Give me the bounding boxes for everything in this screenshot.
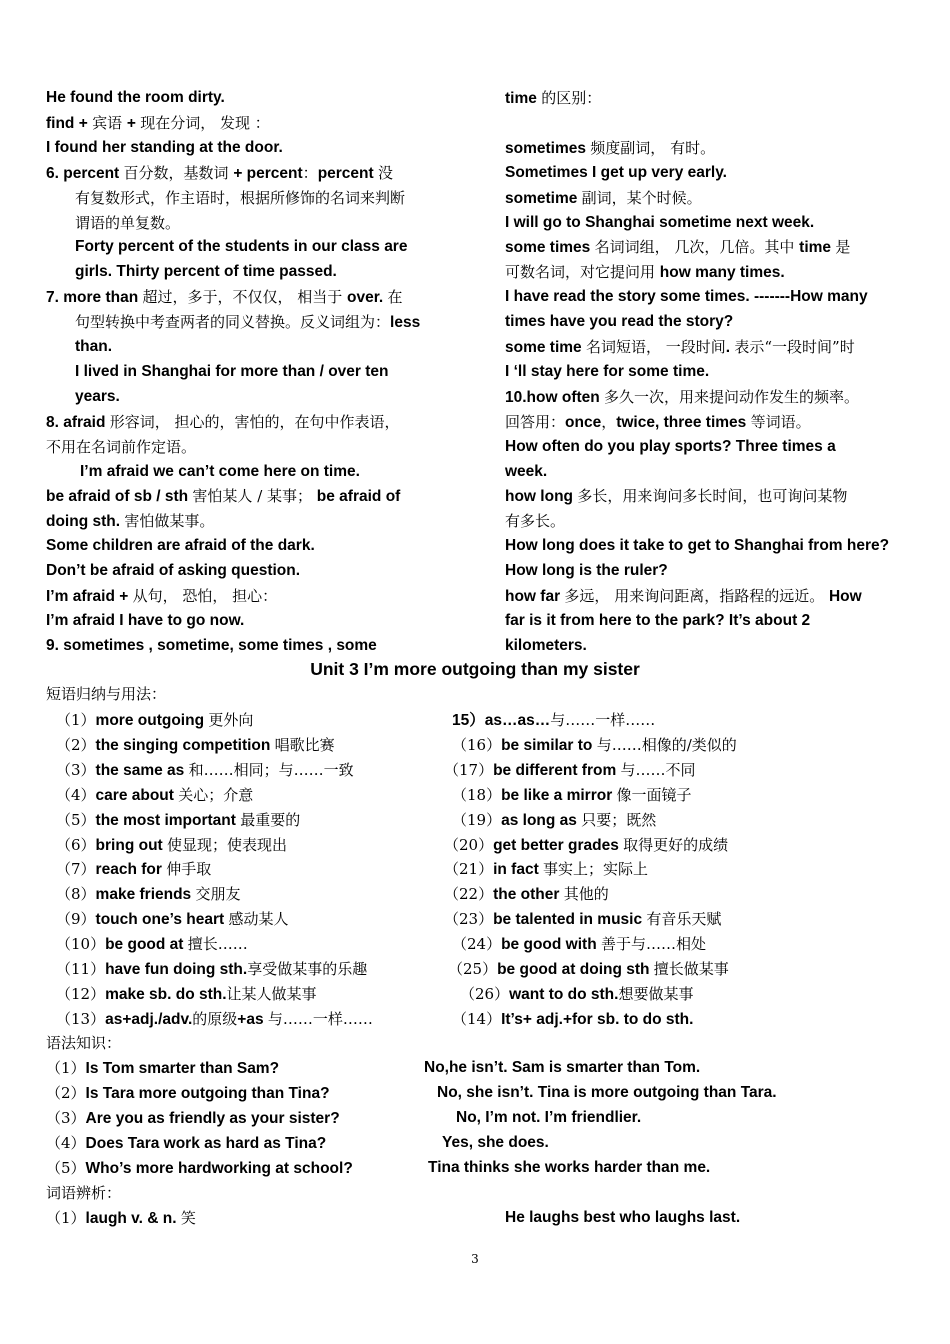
left-column-line-seg: less <box>390 314 421 332</box>
phrase-item <box>452 1009 693 1030</box>
grammar-question <box>46 1083 330 1104</box>
right-column-line <box>505 262 785 283</box>
phrase-item <box>56 909 288 930</box>
right-column-line-seg: how long <box>505 488 578 506</box>
phrase-item-seg: the most important <box>95 811 241 829</box>
phrase-item <box>56 859 211 880</box>
phrase-item <box>56 959 367 980</box>
phrase-item-seg: 与……不同 <box>620 760 696 779</box>
phrase-item-seg: be different from <box>493 761 621 779</box>
left-column-line <box>46 611 244 631</box>
phrase-item <box>444 760 696 781</box>
grammar-question-seg: Are you as friendly as your sister? <box>85 1109 340 1127</box>
right-column-line <box>505 412 811 433</box>
left-column-line <box>46 561 300 581</box>
right-column-line-seg: 是 <box>835 238 851 257</box>
left-column-line-seg: 谓语的单复数。 <box>75 213 181 232</box>
left-column-line-seg: 超过，多于，不仅仅， 相当于 <box>142 288 348 307</box>
left-column-line-seg: 形容词， 担心的，害怕的，在句中作表语， <box>109 412 400 431</box>
phrase-item-seg: （14） <box>452 1009 502 1028</box>
right-column-line-seg: Sometimes I get up very early. <box>505 163 727 181</box>
phrase-item <box>444 884 609 905</box>
right-column-line-seg: time <box>799 239 836 257</box>
grammar-question-seg: Does Tara work as hard as Tina? <box>85 1134 327 1152</box>
phrase-item <box>444 859 648 880</box>
grammar-question-seg: （3） <box>46 1108 86 1127</box>
right-column-line-seg: I ‘ll stay here for some time. <box>505 362 710 380</box>
phrase-item-seg: 享受做某事的乐趣 <box>247 960 368 978</box>
page-number: 3 <box>471 1252 479 1266</box>
grammar-answer: Yes, she does. <box>442 1133 549 1151</box>
phrase-item-seg: in fact <box>493 861 544 879</box>
phrase-item-seg: as long as <box>501 811 582 829</box>
right-column-line-seg: 频度副词， 有时。 <box>590 138 716 157</box>
left-column-line <box>75 237 407 257</box>
right-column-line <box>505 213 814 233</box>
phrase-item-seg: be like a mirror <box>501 786 617 804</box>
left-column-line-seg: 6. percent <box>46 164 124 182</box>
right-column-line-seg: 可数名词，对它提问用 <box>505 263 660 282</box>
right-column-line-seg: 多长，用来询问多长时间，也可询问某物 <box>577 487 848 506</box>
phrase-item-seg: It’s+ adj.+for sb. to do sth. <box>501 1010 694 1028</box>
left-column-line <box>75 387 120 407</box>
right-column-line-seg: some times <box>505 239 595 257</box>
vocab-heading: 词语辨析： <box>46 1184 122 1202</box>
phrase-item <box>56 785 253 806</box>
grammar-question <box>46 1058 279 1079</box>
left-column-line <box>46 636 377 656</box>
right-column-line <box>505 362 709 382</box>
right-column-line-seg: How <box>828 588 862 605</box>
grammar-answer: No,he isn’t. Sam is smarter than Tom. <box>424 1059 701 1076</box>
left-column-line-seg: 现在分词， 发现 ： <box>140 113 270 132</box>
grammar-answer: No, I’m not. I’m friendlier. <box>456 1108 642 1126</box>
right-column-line-seg: how far <box>505 588 565 605</box>
phrase-item-seg: reach for <box>95 861 167 879</box>
phrase-item-seg: 关心；介意 <box>178 785 254 804</box>
phrase-item-seg: 伸手取 <box>166 860 212 879</box>
phrase-item-seg: the other <box>493 886 564 904</box>
phrase-item-seg: 唱歌比赛 <box>274 735 335 754</box>
right-column-line-seg: once <box>565 413 602 431</box>
left-column-line <box>75 312 420 333</box>
phrase-item-seg: 有音乐天赋 <box>646 910 722 929</box>
phrase-item <box>444 835 728 856</box>
phrase-item-seg: the singing competition <box>95 736 275 754</box>
left-column-line <box>75 213 180 234</box>
left-column-line <box>46 163 393 184</box>
left-column-line-seg: than. <box>75 338 113 355</box>
right-column-line-seg: 表示“一段时间”时 <box>734 338 855 356</box>
left-column-line-seg: 不用在名词前作定语。 <box>46 437 197 456</box>
phrase-item-seg: +as <box>237 1010 268 1028</box>
right-column-line-seg: week. <box>505 462 548 480</box>
phrase-item-seg: want to do sth. <box>509 985 619 1003</box>
right-column-line <box>505 88 601 109</box>
unit-title: Unit 3 I’m more outgoing than my sister <box>310 659 640 679</box>
phrase-item <box>56 760 354 781</box>
phrase-item-seg: bring out <box>95 836 167 854</box>
grammar-question-seg: Who’s more hardworking at school? <box>85 1159 353 1177</box>
phrase-item-seg: as+adj./adv. <box>105 1010 193 1028</box>
right-column-line-seg: 的区别： <box>541 89 602 107</box>
right-column-line-seg: . <box>725 339 735 356</box>
phrase-item-seg: （21） <box>444 860 494 879</box>
right-column-line-seg: 名词词组， 几次，几倍。其中 <box>594 238 800 257</box>
phrase-item <box>444 909 721 930</box>
grammar-question-seg: Is Tom smarter than Sam? <box>85 1060 280 1077</box>
right-column-line-seg: times have you read the story? <box>505 313 734 331</box>
left-column-line-seg: years. <box>75 387 120 405</box>
phrase-item-seg: 善于与……相处 <box>600 935 706 954</box>
right-column-line <box>505 561 668 581</box>
left-column-line-seg: ： <box>302 163 318 182</box>
left-column-line <box>46 437 196 458</box>
right-column-line-seg: far is it from here to the park? It’s about 2 <box>505 611 811 629</box>
phrase-item <box>452 735 737 756</box>
left-column-line <box>80 462 360 482</box>
left-column-line-seg: 句型转换中考查两者的同义替换。反义词组为： <box>75 313 391 332</box>
phrase-item-seg: （16） <box>452 735 502 754</box>
phrase-item-seg: （5） <box>56 810 96 829</box>
phrase-item <box>56 934 248 955</box>
left-column-line-seg: 在 <box>387 288 403 307</box>
vocab-term-seg: 笑 <box>180 1209 196 1227</box>
right-column-line-seg: 10.how often <box>505 388 605 406</box>
phrase-item-seg: make friends <box>95 886 196 904</box>
phrase-item-seg: make sb. do sth. <box>105 985 227 1003</box>
right-column-line-seg: sometime <box>505 189 582 207</box>
vocab-example: He laughs best who laughs last. <box>505 1209 741 1226</box>
phrase-item <box>452 785 692 806</box>
phrase-item-seg: 感动某人 <box>228 910 289 929</box>
right-column-line-seg: 有多长。 <box>505 512 566 531</box>
right-column-line-seg: 多远， 用来询问距离，指路程的远近。 <box>564 587 829 605</box>
right-column-line-seg: kilometers. <box>505 636 587 654</box>
grammar-question-seg: （5） <box>46 1158 86 1177</box>
left-column-line-seg: + percent <box>233 164 303 182</box>
phrase-item-seg: （4） <box>56 785 96 804</box>
phrase-item-seg: （3） <box>56 760 96 779</box>
phrase-item-seg: 事实上；实际上 <box>543 860 649 879</box>
left-column-line-seg: be afraid of sb / sth <box>46 488 193 506</box>
left-column-line <box>46 536 315 556</box>
left-column-line <box>46 287 403 308</box>
phrase-item <box>452 810 656 831</box>
right-column-line-seg: how many times. <box>659 264 785 282</box>
left-column-line-seg: percent <box>317 164 378 182</box>
left-column-line <box>75 188 405 209</box>
right-column-line <box>505 611 810 631</box>
left-column-line-seg: girls. Thirty percent of time passed. <box>75 263 337 281</box>
phrase-item-seg: （20） <box>444 835 494 854</box>
grammar-answer: No, she isn’t. Tina is more outgoing than Tara. <box>437 1083 777 1101</box>
right-column-line-seg: 副词，某个时候。 <box>581 188 702 207</box>
phrase-item-seg: 与……一样…… <box>267 1009 373 1028</box>
phrase-item <box>56 884 241 905</box>
phrase-item-seg: 取得更好的成绩 <box>623 835 729 854</box>
right-column-line-seg: I will go to Shanghai sometime next week. <box>505 213 815 231</box>
phrases-heading: 短语归纳与用法： <box>46 685 167 703</box>
phrase-item <box>56 710 253 731</box>
right-column-line <box>505 486 847 507</box>
left-column-line-seg: over. <box>347 289 388 307</box>
phrase-item <box>56 1009 373 1030</box>
phrase-item-seg: 更外向 <box>208 711 254 729</box>
phrase-item-seg: （6） <box>56 835 96 854</box>
phrase-item-seg: more outgoing <box>95 712 209 729</box>
phrase-item <box>452 710 655 731</box>
left-column-line-seg: Forty percent of the students in our class are <box>75 238 408 256</box>
phrase-item-seg: touch one’s heart <box>95 911 229 929</box>
phrase-item-seg: be good at doing sth <box>497 961 654 978</box>
left-column-line-seg: find + <box>46 114 93 132</box>
right-column-line <box>505 237 850 258</box>
right-column-line-seg: How long does it take to get to Shanghai from here? <box>505 537 890 555</box>
phrase-item-seg: 其他的 <box>563 885 609 904</box>
left-column-line-seg: 宾语 <box>92 113 127 132</box>
left-column-line-seg: 8. afraid <box>46 413 110 431</box>
right-column-line <box>505 138 715 159</box>
right-column-line <box>505 437 836 457</box>
grammar-question <box>46 1158 353 1179</box>
phrase-item-seg: （22） <box>444 885 494 904</box>
left-column-line-seg: doing sth. <box>46 513 125 531</box>
left-column-line-seg: I’m afraid + <box>46 588 133 605</box>
phrase-item-seg: （13） <box>56 1009 106 1028</box>
phrase-item-seg: 像一面镜子 <box>616 785 692 804</box>
phrase-item-seg: be similar to <box>501 736 597 754</box>
phrase-item <box>460 984 693 1005</box>
right-column-line <box>505 163 727 183</box>
vocab-term-seg: laugh v. & n. <box>85 1210 181 1227</box>
left-column-line-seg: I found her standing at the door. <box>46 138 283 156</box>
phrase-item <box>56 735 335 756</box>
left-column-line-seg: + <box>126 114 141 132</box>
phrase-item-seg: （24） <box>452 935 502 954</box>
phrase-item-seg: （7） <box>56 860 96 879</box>
right-column-line <box>505 387 859 408</box>
phrase-item <box>56 835 287 856</box>
phrase-item-seg: （11） <box>56 960 106 978</box>
phrase-item-seg: 让某人做某事 <box>226 984 317 1003</box>
vocab-term <box>46 1208 196 1229</box>
grammar-question-seg: （4） <box>46 1133 86 1152</box>
right-column-line <box>505 511 565 532</box>
phrase-item-seg: 和……相同；与……一致 <box>188 760 354 779</box>
left-column-line-seg: 没 <box>378 163 394 182</box>
right-column-line-seg: I have read the story some times. -------How many <box>505 288 868 306</box>
right-column-line-seg: sometimes <box>505 139 591 157</box>
right-column-line-seg: 多久一次，用来提问动作发生的频率。 <box>604 387 860 406</box>
right-column-line-seg: time <box>505 90 542 107</box>
phrase-item-seg: care about <box>95 786 179 804</box>
vocab-term-seg: （1） <box>46 1209 86 1227</box>
right-column-line-seg: 回答用： <box>505 412 566 431</box>
phrase-item-seg: 擅长…… <box>187 935 248 954</box>
left-column-line <box>46 138 283 158</box>
left-column-line-seg: 百分数，基数词 <box>123 163 234 182</box>
phrase-item-seg: 擅长做某事 <box>653 960 729 978</box>
phrase-item <box>56 984 317 1005</box>
phrase-item-seg: 想要做某事 <box>618 984 694 1003</box>
left-column-line-seg: be afraid of <box>316 488 401 506</box>
phrase-item-seg: （18） <box>452 785 502 804</box>
left-column-line-seg: 有复数形式，作主语时，根据所修饰的名词来判断 <box>75 188 406 207</box>
grammar-heading: 语法知识： <box>46 1034 122 1052</box>
left-column-line <box>75 362 389 382</box>
phrase-item-seg: have fun doing sth. <box>105 961 248 978</box>
left-column-line <box>46 412 400 433</box>
phrase-item-seg: （25） <box>448 960 498 978</box>
phrase-item-seg: 与……相像的/类似的 <box>596 735 737 754</box>
phrase-item <box>448 959 729 980</box>
grammar-answer: Tina thinks she works harder than me. <box>428 1158 711 1176</box>
grammar-question-seg: （2） <box>46 1083 86 1102</box>
right-column-line-seg: How often do you play sports? Three times a <box>505 437 836 455</box>
phrase-item-seg: the same as <box>95 761 189 779</box>
phrase-item-seg: （10） <box>56 935 106 954</box>
left-column-line-seg: 7. more than <box>46 289 143 307</box>
left-column-line <box>75 337 112 357</box>
right-column-line-seg: some time <box>505 339 586 356</box>
left-column-line <box>46 511 214 532</box>
right-column-line <box>505 337 855 358</box>
phrase-item-seg: （1） <box>56 711 96 729</box>
right-column-line-seg: How long is the ruler? <box>505 562 668 580</box>
left-column-line-seg: I lived in Shanghai for more than / over ten <box>75 362 389 380</box>
grammar-question <box>46 1108 340 1129</box>
phrase-item-seg: （17） <box>444 760 494 779</box>
phrase-item-seg: （8） <box>56 885 96 904</box>
right-column-line <box>505 312 733 332</box>
phrase-item-seg: be good with <box>501 936 601 954</box>
grammar-question-seg: （1） <box>46 1059 86 1077</box>
phrase-item-seg: 交朋友 <box>195 885 241 904</box>
left-column-line <box>46 88 225 108</box>
grammar-question <box>46 1133 326 1154</box>
phrase-item-seg: be good at <box>105 936 188 954</box>
phrase-item-seg: 只要；既然 <box>581 810 657 829</box>
phrase-item-seg: 使显现；使表现出 <box>167 835 288 854</box>
phrase-item-seg: 与……一样…… <box>550 711 656 729</box>
left-column-line-seg: 从句， 恐怕， 担心： <box>132 587 278 605</box>
phrase-item-seg: （23） <box>444 910 494 929</box>
left-column-line <box>46 113 270 134</box>
left-column-line-seg: He found the room dirty. <box>46 89 225 106</box>
left-column-line-seg: Some children are afraid of the dark. <box>46 537 315 555</box>
left-column-line-seg: 9. sometimes , sometime, some times , some <box>46 636 377 654</box>
phrase-item-seg: 最重要的 <box>240 810 301 829</box>
phrase-item-seg: （12） <box>56 984 106 1003</box>
right-column-line <box>505 287 868 307</box>
right-column-line <box>505 636 587 656</box>
phrase-item-seg: （19） <box>452 810 502 829</box>
phrase-item <box>56 810 300 831</box>
right-column-line <box>505 536 889 556</box>
phrase-item-seg: be talented in music <box>493 911 647 929</box>
left-column-line-seg: 害怕某人 / 某事； <box>192 487 317 506</box>
phrase-item-seg: get better grades <box>493 836 624 854</box>
right-column-line-seg: 名词短语， 一段时间 <box>585 338 726 356</box>
left-column-line <box>46 586 277 607</box>
left-column-line <box>75 262 337 282</box>
right-column-line-seg: 等词语。 <box>750 412 811 431</box>
phrase-item-seg: 的原级 <box>192 1009 238 1028</box>
phrase-item-seg: （9） <box>56 910 96 929</box>
right-column-line-seg: twice, three times <box>616 413 751 431</box>
phrase-item-seg: 15）as…as… <box>452 712 551 729</box>
left-column-line-seg: I’m afraid we can’t come here on time. <box>80 462 360 480</box>
phrase-item-seg: （2） <box>56 735 96 754</box>
phrase-item-seg: （26） <box>460 984 510 1003</box>
right-column-line <box>505 462 547 482</box>
right-column-line <box>505 586 862 607</box>
left-column-line <box>46 486 400 507</box>
right-column-line-seg: ， <box>601 412 617 431</box>
left-column-line-seg: 害怕做某事。 <box>124 512 215 531</box>
phrase-item <box>452 934 706 955</box>
left-column-line-seg: Don’t be afraid of asking question. <box>46 562 301 580</box>
grammar-question-seg: Is Tara more outgoing than Tina? <box>85 1084 330 1102</box>
right-column-line <box>505 188 702 209</box>
left-column-line-seg: I’m afraid I have to go now. <box>46 611 245 629</box>
